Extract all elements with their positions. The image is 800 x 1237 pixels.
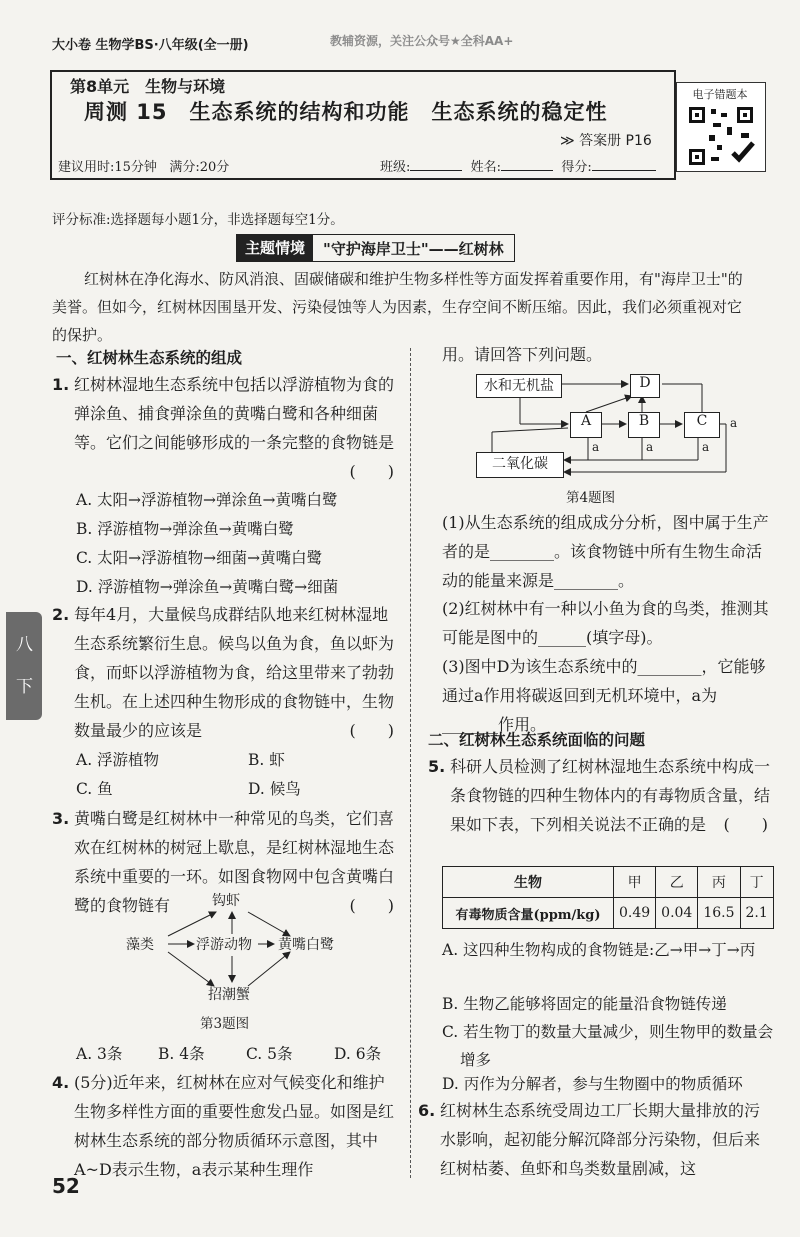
question-number: 5.	[428, 757, 446, 776]
question-stem: 科研人员检测了红树林湿地生态系统中构成一条食物链的四种生物体内的有毒物质含量，结果如下表，下列相关说法不正确的是	[450, 757, 771, 834]
question-stem: (5分)近年来，红树林在应对气候变化和维护生物多样性方面的重要性愈发凸显。如图是红树林生态系统的部分物质循环示意图，其中A~D表示生物，a表示某种生理作	[74, 1073, 395, 1179]
class-label: 班级:	[380, 160, 411, 175]
web-node-right: 黄嘴白鹭	[278, 937, 334, 953]
grade-side-tab	[6, 612, 42, 720]
question-number: 2.	[52, 605, 70, 624]
food-web-diagram	[120, 886, 380, 1006]
figure-caption: 第3题图	[200, 1016, 250, 1032]
label-a-4: a	[730, 416, 738, 430]
qr-label: 电子错题本	[692, 88, 748, 101]
question-4-continued: 用。请回答下列问题。	[442, 345, 603, 364]
table-cell: 有毒物质含量(ppm/kg)	[443, 898, 614, 929]
theme-tag: 主题情境	[237, 235, 313, 261]
option-d[interactable]: D. 候鸟	[248, 780, 301, 798]
suggested-time: 建议用时:15分钟	[58, 160, 157, 175]
question-4	[52, 1068, 398, 1184]
table-cell: 0.49	[614, 898, 656, 929]
side-tab-char-2: 下	[16, 677, 33, 697]
node-d: D	[630, 374, 660, 398]
question-stem: 黄嘴白鹭是红树林中一种常见的鸟类，它们喜欢在红树林的树冠上歇息，是红树林湿地生态系统中重要的一环。如图食物网中包含黄嘴白鹭的食物链有	[74, 809, 395, 915]
table-header: 生物	[443, 867, 614, 898]
question-stem: 每年4月，大量候鸟成群结队地来红树林湿地生态系统繁衍生息。候鸟以鱼为食，鱼以虾为食，而虾以浮游植物为食，给这里带来了勃勃生机。在上述四种生物形成的食物链中，生物数量最少的应该是	[74, 605, 395, 740]
column-divider	[410, 348, 411, 1178]
option-a[interactable]: A. 3条	[76, 1045, 123, 1063]
node-water-salts: 水和无机盐	[476, 374, 562, 398]
question-number: 4.	[52, 1073, 70, 1092]
figure-caption: 第4题图	[566, 490, 616, 506]
full-score: 满分:20分	[169, 160, 230, 175]
toxin-table	[442, 866, 774, 929]
option-a[interactable]: A. 这四种生物构成的食物链是:乙→甲→丁→丙	[442, 941, 756, 959]
page-title: 周测 15 生态系统的结构和功能 生态系统的稳定性	[84, 100, 608, 124]
question-number: 1.	[52, 375, 70, 394]
option-d[interactable]: D. 浮游植物→弹涂鱼→黄嘴白鹭→细菌	[76, 578, 339, 596]
option-a[interactable]: A. 浮游植物	[76, 751, 160, 769]
page-number: 52	[52, 1174, 80, 1198]
option-b[interactable]: B. 浮游植物→弹涂鱼→黄嘴白鹭	[76, 520, 294, 538]
unit-title: 第8单元 生物与环境	[70, 77, 226, 96]
table-header: 乙	[656, 867, 698, 898]
option-d[interactable]: D. 丙作为分解者，参与生物圈中的物质循环	[442, 1075, 743, 1093]
cycle-diagram	[472, 372, 742, 482]
web-node-top: 钩虾	[212, 893, 240, 909]
exam-meta	[58, 156, 229, 175]
label-a-1: a	[592, 440, 600, 454]
name-label: 姓名:	[470, 160, 502, 175]
question-2	[52, 600, 398, 745]
answer-paren[interactable]: ( )	[349, 462, 394, 481]
theme-text: "守护海岸卫士"——红树林	[323, 239, 504, 258]
book-title: 大小卷 生物学BS·八年级(全一册)	[52, 38, 249, 53]
intro-paragraph: 红树林在净化海水、防风消浪、固碳储碳和维护生物多样性等方面发挥着重要作用，有"海岸卫士"的美誉。但如今，红树林因围垦开发、污染侵蚀等人为因素，生存空间不断压缩。因此，我们必须重视对它的保护。	[52, 270, 743, 344]
option-d[interactable]: D. 6条	[334, 1045, 382, 1063]
answer-paren[interactable]: ( )	[723, 815, 768, 834]
web-node-mid: 浮游动物	[196, 937, 252, 953]
node-a: A	[570, 412, 602, 438]
section-2-heading: 二、红树林生态系统面临的问题	[428, 731, 646, 749]
section-1-heading: 一、红树林生态系统的组成	[56, 349, 243, 367]
student-fields	[380, 156, 656, 175]
option-c[interactable]: C. 鱼	[76, 780, 113, 798]
label-a-3: a	[702, 440, 710, 454]
table-header: 丁	[740, 867, 773, 898]
label-a-2: a	[646, 440, 654, 454]
name-field[interactable]	[501, 170, 553, 171]
table-row	[443, 867, 774, 898]
question-4-part-2: (2)红树林中有一种以小鱼为食的鸟类，推测其可能是图中的______(填字母)。	[442, 599, 769, 647]
option-b[interactable]: B. 虾	[248, 751, 285, 769]
node-b: B	[628, 412, 660, 438]
option-c[interactable]: C. 5条	[246, 1045, 293, 1063]
question-6	[418, 1096, 772, 1183]
score-label: 得分:	[561, 160, 592, 175]
question-stem: 红树林生态系统受周边工厂长期大量排放的污水影响，起初能分解沉降部分污染物，但后来红树枯萎、鱼虾和鸟类数量剧减，这	[440, 1101, 761, 1178]
table-cell: 16.5	[698, 898, 740, 929]
question-stem: 红树林湿地生态系统中包括以浮游植物为食的弹涂鱼、捕食弹涂鱼的黄嘴白鹭和各种细菌等。它们之间能够形成的一条完整的食物链是	[74, 375, 395, 452]
question-5	[428, 752, 772, 839]
side-tab-char-1: 八	[16, 635, 33, 655]
table-row	[443, 898, 774, 929]
option-c[interactable]: C. 太阳→浮游植物→细菌→黄嘴白鹭	[76, 549, 323, 567]
option-b[interactable]: B. 4条	[158, 1045, 205, 1063]
score-field[interactable]	[592, 170, 656, 171]
watermark: 教辅资源，关注公众号★全科AA+	[330, 34, 514, 48]
table-header: 丙	[698, 867, 740, 898]
node-c: C	[684, 412, 720, 438]
question-number: 3.	[52, 809, 70, 828]
web-node-bottom: 招潮蟹	[208, 987, 250, 1003]
option-a[interactable]: A. 太阳→浮游植物→弹涂鱼→黄嘴白鹭	[76, 491, 338, 509]
question-1	[52, 370, 398, 486]
class-field[interactable]	[410, 170, 462, 171]
table-header: 甲	[614, 867, 656, 898]
answer-paren[interactable]: ( )	[349, 721, 394, 740]
question-4-part-1: (1)从生态系统的组成成分分析，图中属于生产者的是________。该食物链中所有生物生命活动的能量来源是________。	[442, 513, 769, 590]
table-cell: 2.1	[740, 898, 773, 929]
question-4-part-3: (3)图中D为该生态系统中的________，它能够通过a作用将碳返回到无机环境中，a为_______作用。	[442, 657, 766, 734]
theme-banner	[236, 234, 515, 262]
answer-paren[interactable]: ( )	[349, 896, 394, 915]
question-number: 6.	[418, 1101, 436, 1120]
option-c[interactable]: C. 若生物丁的数量大量减少，则生物甲的数量会增多	[442, 1023, 774, 1069]
option-b[interactable]: B. 生物乙能够将固定的能量沿食物链传递	[442, 995, 727, 1013]
web-node-left: 藻类	[126, 937, 154, 953]
table-cell: 0.04	[656, 898, 698, 929]
scoring-note: 评分标准:选择题每小题1分，非选择题每空1分。	[52, 212, 344, 228]
answer-reference: ≫ 答案册 P16	[560, 133, 652, 149]
node-co2: 二氧化碳	[476, 452, 564, 478]
